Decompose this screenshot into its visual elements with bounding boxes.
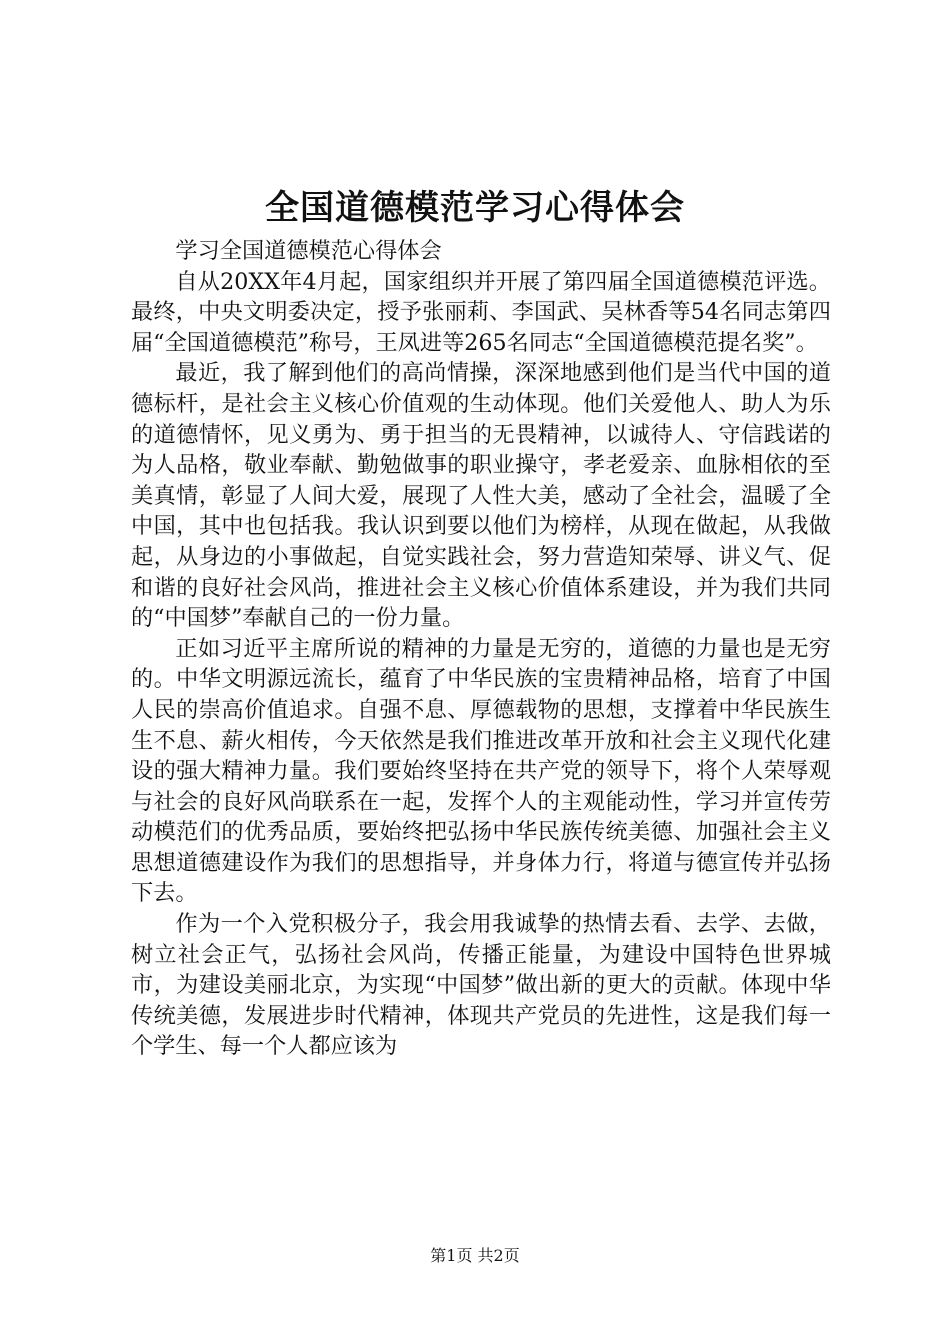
body-paragraph-1: 自从20XX年4月起，国家组织并开展了第四届全国道德模范评选。最终，中央文明委决定，授予张丽莉、李国武、吴林香等54名同志第四届“全国道德模范”称号，王凤进等265名同志“全国道德模范提名奖”。 xyxy=(131,268,831,356)
document-body xyxy=(131,236,831,1062)
body-paragraph-3: 正如习近平主席所说的精神的力量是无穷的，道德的力量也是无穷的。中华文明源远流长，蕴育了中华民族的宝贵精神品格，培育了中国人民的崇高价值追求。自强不息、厚德载物的思想，支撑着中华民族生生不息、薪火相传，今天依然是我们推进改革开放和社会主义现代化建设的强大精神力量。我们要始终坚持在共产党的领导下，将个人荣辱观与社会的良好风尚联系在一起，发挥个人的主观能动性，学习并宣传劳动模范们的优秀品质，要始终把弘扬中华民族传统美德、加强社会主义思想道德建设作为我们的思想指导，并身体力行，将道与德宣传并弘扬下去。 xyxy=(131,635,831,907)
body-paragraph-4: 作为一个入党积极分子，我会用我诚挚的热情去看、去学、去做，树立社会正气，弘扬社会风尚，传播正能量，为建设中国特色世界城市，为建设美丽北京，为实现“中国梦”做出新的更大的贡献。体现中华传统美德，发展进步时代精神，体现共产党员的先进性，这是我们每一个学生、每一个人都应该为 xyxy=(131,911,831,1060)
document-title: 全国道德模范学习心得体会 xyxy=(265,188,685,228)
body-paragraph-2: 最近，我了解到他们的高尚情操，深深地感到他们是当代中国的道德标杆，是社会主义核心价值观的生动体现。他们关爱他人、助人为乐的道德情怀，见义勇为、勇于担当的无畏精神，以诚待人、守信践诺的为人品格，敬业奉献、勤勉做事的职业操守，孝老爱亲、血脉相依的至美真情，彰显了人间大爱，展现了人性大美，感动了全社会，温暖了全中国，其中也包括我。我认识到要以他们为榜样，从现在做起，从我做起，从身边的小事做起，自觉实践社会，努力营造知荣辱、讲义气、促和谐的良好社会风尚，推进社会主义核心价值体系建设，并为我们共同的“中国梦”奉献自己的一份力量。 xyxy=(131,360,831,632)
subtitle-paragraph: 学习全国道德模范心得体会 xyxy=(175,238,442,264)
page-number-footer: 第1页 共2页 xyxy=(430,1246,520,1265)
